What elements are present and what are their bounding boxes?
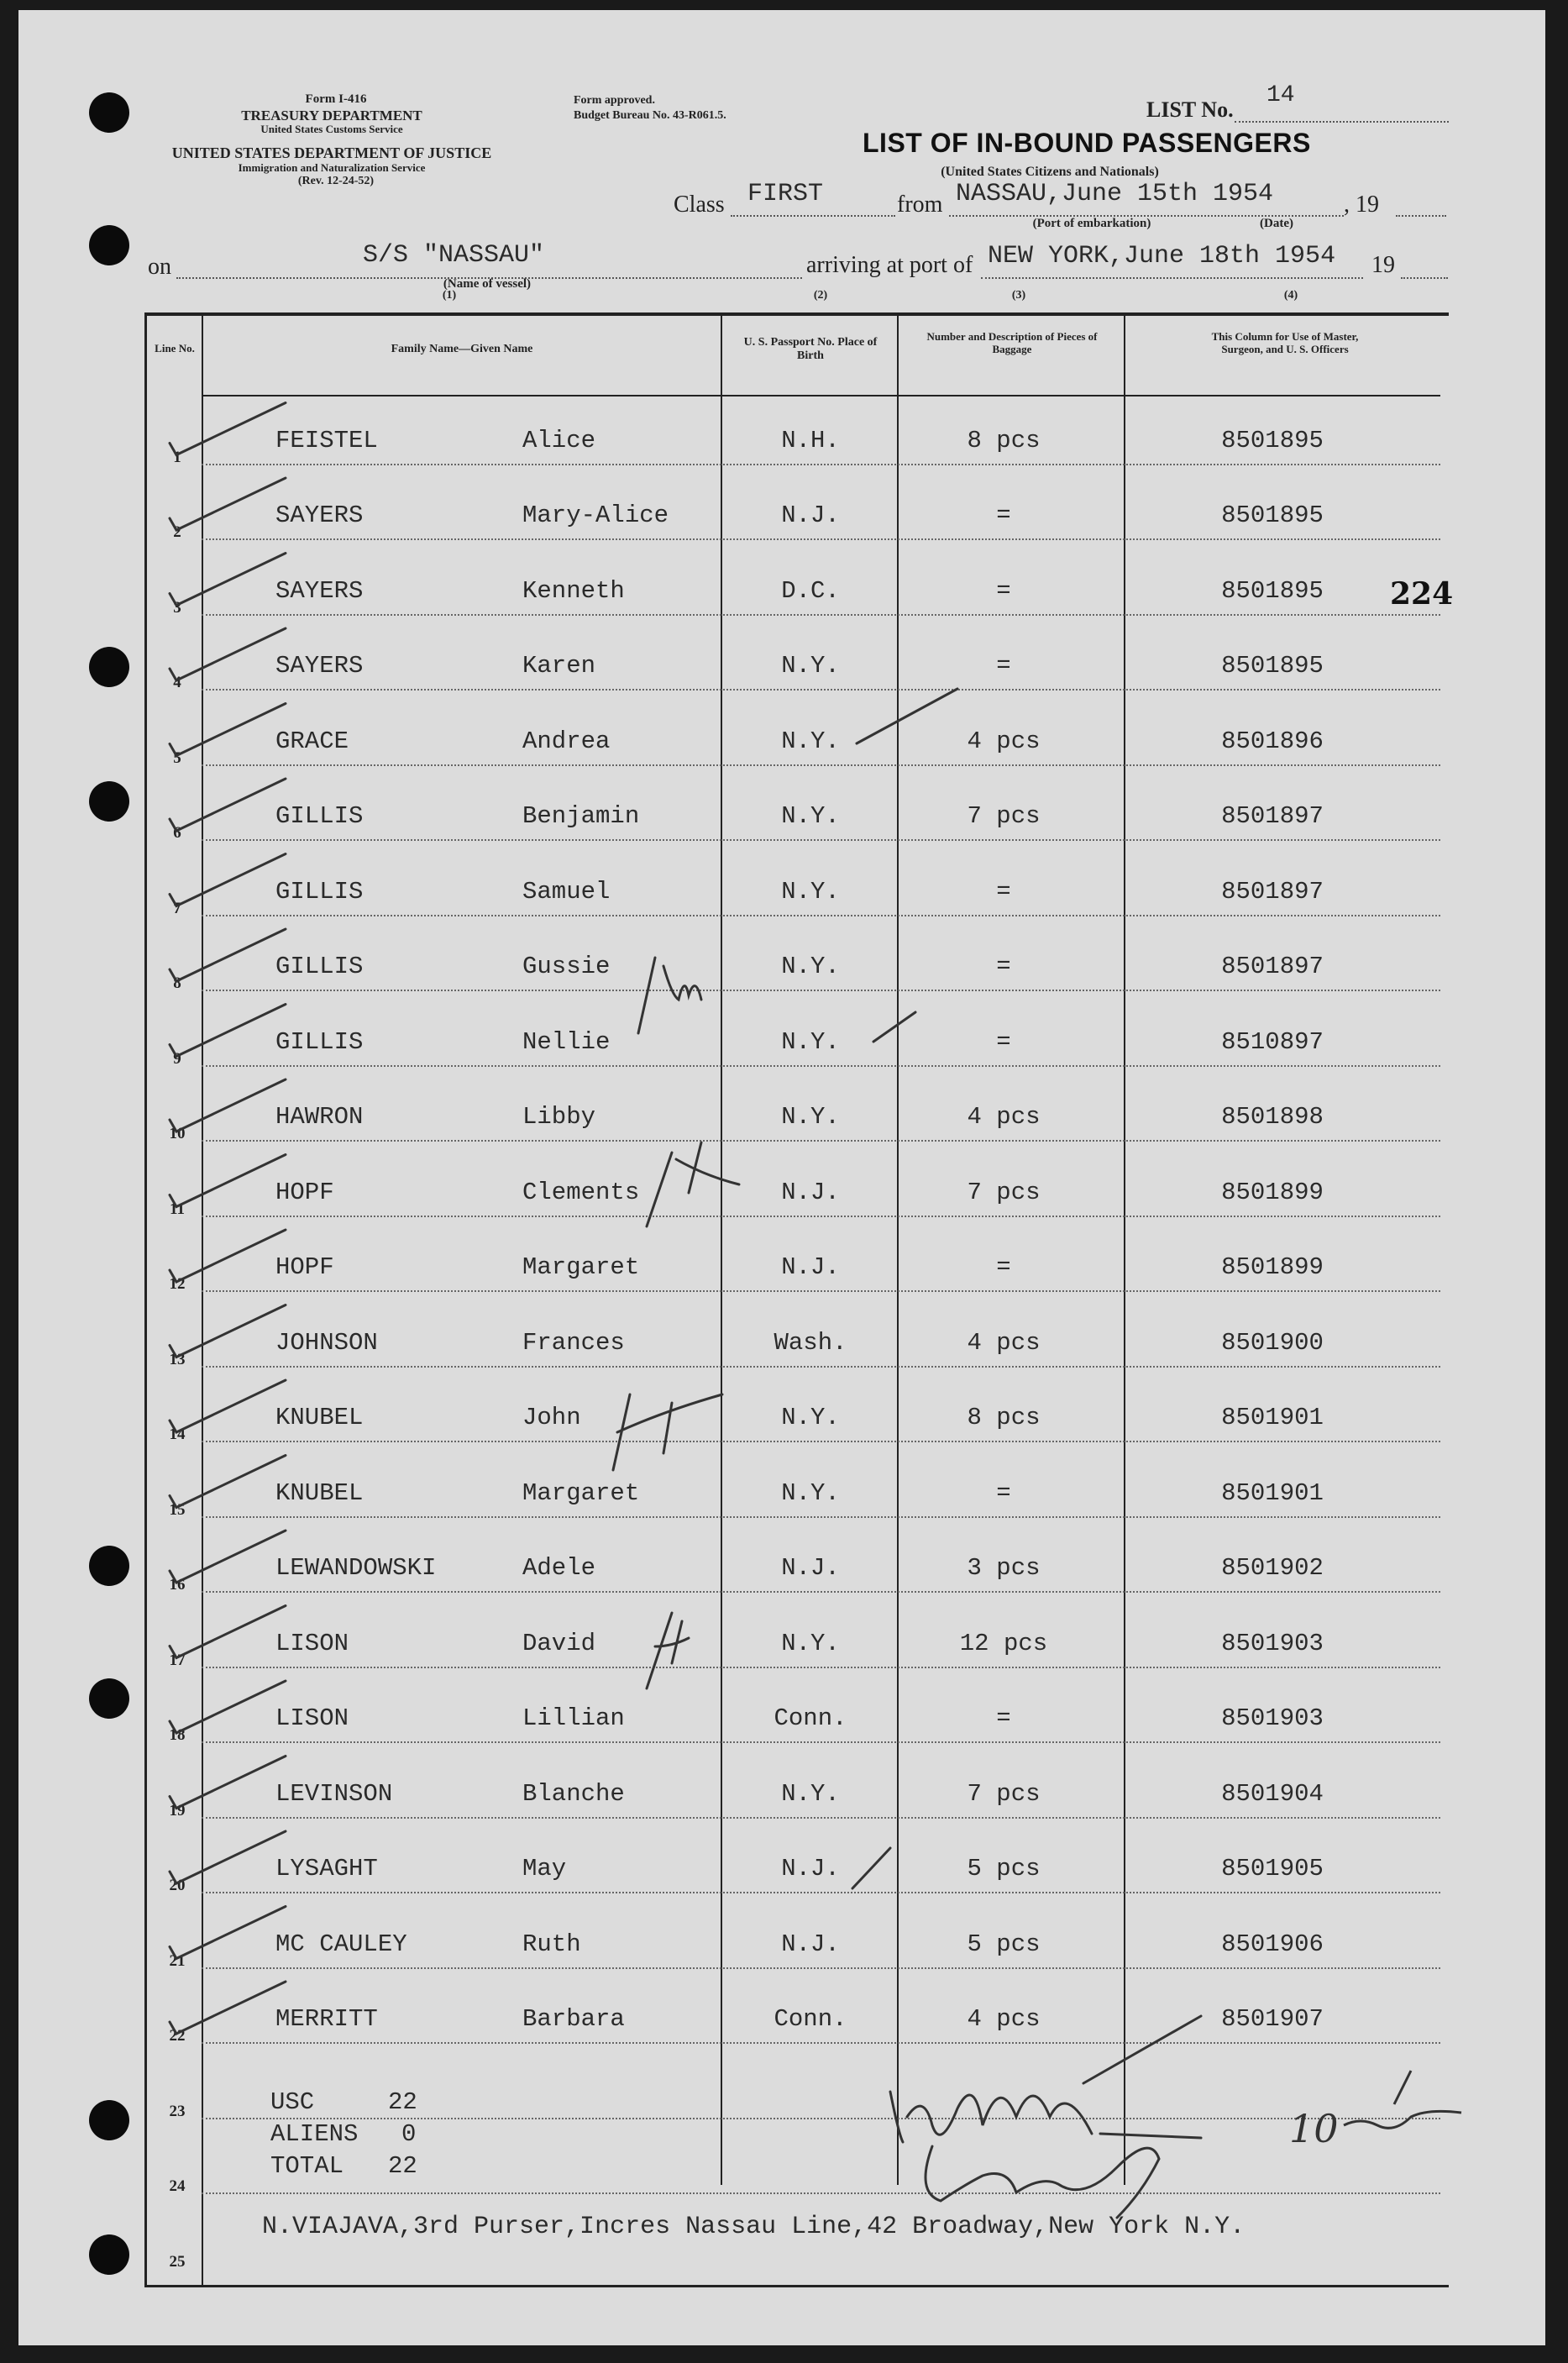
place-of-birth: N.Y. bbox=[781, 727, 840, 755]
line-number: 14 bbox=[169, 1426, 186, 1443]
tick-lysaght bbox=[852, 1848, 890, 1888]
officer-number: 8501895 bbox=[1221, 501, 1324, 529]
col-header-officers: This Column for Use of Master, Surgeon, and U. S. Officers bbox=[1211, 330, 1359, 355]
passenger-family-name: KNUBEL bbox=[275, 1478, 364, 1507]
officer-number: 8501895 bbox=[1221, 652, 1324, 680]
officer-number: 8501899 bbox=[1221, 1178, 1324, 1206]
place-of-birth: N.Y. bbox=[781, 652, 840, 680]
passenger-given-name: Blanche bbox=[522, 1779, 625, 1808]
baggage-count: 4 pcs bbox=[967, 727, 1041, 755]
form-revision: (Rev. 12-24-52) bbox=[297, 175, 375, 187]
passenger-family-name: HAWRON bbox=[275, 1103, 364, 1131]
place-of-birth: N.J. bbox=[781, 1855, 840, 1883]
passenger-given-name: Samuel bbox=[522, 877, 611, 906]
line-number: 24 bbox=[169, 2177, 186, 2195]
passenger-family-name: MC CAULEY bbox=[275, 1930, 407, 1958]
passenger-given-name: Gussie bbox=[522, 953, 611, 980]
summary-aliens-value: 0 bbox=[401, 2120, 417, 2148]
on-label: on bbox=[148, 254, 171, 280]
passenger-family-name: JOHNSON bbox=[275, 1328, 378, 1357]
passenger-given-name: Libby bbox=[522, 1103, 596, 1131]
stamp-number: 224 bbox=[1390, 576, 1454, 612]
year-suffix-2: 19 bbox=[1371, 252, 1395, 278]
baggage-count: = bbox=[996, 877, 1011, 906]
officer-number: 8501905 bbox=[1221, 1855, 1324, 1883]
passenger-given-name: Kenneth bbox=[522, 576, 625, 605]
passenger-family-name: SAYERS bbox=[275, 576, 364, 605]
line-number: 9 bbox=[173, 1049, 181, 1068]
signature-scribble bbox=[926, 2146, 1159, 2218]
officer-number: 8501897 bbox=[1221, 802, 1324, 830]
place-of-birth: N.Y. bbox=[781, 1103, 840, 1131]
passenger-family-name: GILLIS bbox=[275, 802, 364, 830]
from-label: from bbox=[897, 192, 943, 218]
tick-merritt bbox=[1083, 2016, 1201, 2083]
initials-mark bbox=[638, 958, 701, 1033]
budget-bureau: Budget Bureau No. 43-R061.5. bbox=[574, 109, 726, 122]
place-of-birth: N.J. bbox=[781, 501, 840, 529]
place-of-birth: N.Y. bbox=[781, 1027, 840, 1056]
col-num-3: (3) bbox=[1011, 289, 1026, 302]
page-subtitle: (United States Citizens and Nationals) bbox=[941, 165, 1159, 179]
col-header-baggage: Number and Description of Pieces of Baggage bbox=[926, 330, 1098, 355]
line-number: 17 bbox=[169, 1651, 186, 1669]
line-number: 2 bbox=[173, 523, 181, 541]
passenger-family-name: MERRITT bbox=[275, 2005, 378, 2033]
place-of-birth: N.Y. bbox=[781, 802, 840, 830]
col-header-line: Line No. bbox=[155, 342, 195, 354]
initials-mark bbox=[647, 1142, 739, 1226]
passenger-given-name: Clements bbox=[522, 1178, 640, 1206]
passenger-given-name: May bbox=[522, 1855, 567, 1883]
class-value: FIRST bbox=[747, 180, 824, 208]
line-number: 3 bbox=[173, 598, 181, 617]
page-title: LIST OF IN-BOUND PASSENGERS bbox=[863, 128, 1311, 158]
arriving-label: arriving at port of bbox=[806, 252, 973, 278]
line-number: 23 bbox=[169, 2102, 186, 2120]
line-number: 20 bbox=[169, 1877, 186, 1894]
baggage-count: = bbox=[996, 1704, 1011, 1732]
arrival-value: NEW YORK,June 18th 1954 bbox=[988, 242, 1336, 270]
line-number: 10 bbox=[169, 1125, 186, 1142]
baggage-count: 8 pcs bbox=[967, 426, 1041, 454]
col-header-name: Family Name—Given Name bbox=[391, 343, 533, 355]
passenger-family-name: FEISTEL bbox=[275, 426, 378, 454]
baggage-count: 12 pcs bbox=[959, 1629, 1048, 1657]
officer-number: 8501907 bbox=[1221, 2005, 1324, 2033]
officer-number: 8501899 bbox=[1221, 1253, 1324, 1281]
ins-service: Immigration and Naturalization Service bbox=[238, 161, 426, 174]
passenger-family-name: LISON bbox=[275, 1704, 349, 1732]
passenger-given-name: Adele bbox=[522, 1554, 596, 1582]
officer-number: 8501901 bbox=[1221, 1478, 1324, 1507]
initials-mark bbox=[647, 1613, 689, 1688]
officer-number: 8501904 bbox=[1221, 1779, 1324, 1808]
form-number: Form I-416 bbox=[305, 92, 367, 106]
passenger-given-name: David bbox=[522, 1629, 596, 1657]
line-number: 1 bbox=[173, 448, 181, 466]
line-number: 4 bbox=[173, 674, 181, 691]
line-number: 25 bbox=[169, 2252, 186, 2271]
summary-aliens-label: ALIENS bbox=[270, 2120, 359, 2148]
passenger-family-name: GILLIS bbox=[275, 877, 364, 906]
passenger-family-name: GRACE bbox=[275, 727, 349, 755]
purser-signature-line: N.VIAJAVA,3rd Purser,Incres Nassau Line,42 Broadway,New York N.Y. bbox=[262, 2213, 1245, 2241]
summary-usc-value: 22 bbox=[388, 2088, 417, 2116]
passenger-given-name: Margaret bbox=[522, 1478, 640, 1507]
place-of-birth: N.Y. bbox=[781, 1404, 840, 1431]
baggage-count: 4 pcs bbox=[967, 1328, 1041, 1357]
passenger-given-name: Nellie bbox=[522, 1027, 611, 1056]
customs-service: United States Customs Service bbox=[260, 123, 403, 135]
line-number: 7 bbox=[173, 899, 181, 917]
passenger-family-name: LISON bbox=[275, 1629, 349, 1657]
line-number: 18 bbox=[169, 1726, 186, 1744]
baggage-count: = bbox=[996, 1027, 1011, 1056]
place-of-birth: Wash. bbox=[774, 1328, 847, 1357]
officer-number: 8501897 bbox=[1221, 877, 1324, 906]
handwritten-note: 10 bbox=[1289, 2106, 1339, 2151]
line-number: 16 bbox=[169, 1576, 186, 1594]
justice-dept: UNITED STATES DEPARTMENT OF JUSTICE bbox=[171, 144, 492, 161]
officer-number: 8501903 bbox=[1221, 1629, 1324, 1657]
line-number: 8 bbox=[173, 974, 181, 992]
line-number: 15 bbox=[169, 1500, 186, 1519]
passenger-given-name: Andrea bbox=[522, 727, 611, 755]
place-of-birth: N.Y. bbox=[781, 1779, 840, 1808]
passenger-family-name: SAYERS bbox=[275, 501, 364, 529]
officer-number: 8510897 bbox=[1221, 1027, 1324, 1056]
passenger-given-name: Margaret bbox=[522, 1253, 640, 1281]
place-of-birth: N.Y. bbox=[781, 1478, 840, 1507]
place-of-birth: N.J. bbox=[781, 1253, 840, 1281]
signature-underline bbox=[1100, 2134, 1201, 2138]
baggage-count: = bbox=[996, 501, 1011, 529]
baggage-count: = bbox=[996, 1253, 1011, 1281]
year-suffix: , 19 bbox=[1344, 192, 1379, 218]
officer-number: 8501901 bbox=[1221, 1404, 1324, 1431]
line-number: 13 bbox=[169, 1350, 186, 1368]
passenger-given-name: Lillian bbox=[522, 1704, 625, 1732]
check-marks bbox=[170, 403, 286, 2035]
list-no-label: LIST No. bbox=[1146, 97, 1234, 122]
summary-total-label: TOTAL bbox=[270, 2152, 344, 2180]
passenger-family-name: LYSAGHT bbox=[275, 1855, 378, 1883]
line-number: 5 bbox=[173, 748, 181, 767]
from-value: NASSAU,June 15th 1954 bbox=[956, 180, 1274, 208]
officer-number: 8501902 bbox=[1221, 1554, 1324, 1582]
passenger-given-name: Frances bbox=[522, 1328, 625, 1357]
passenger-family-name: SAYERS bbox=[275, 652, 364, 680]
place-of-birth: N.Y. bbox=[781, 877, 840, 906]
tick-nellie bbox=[873, 1012, 915, 1042]
baggage-count: 4 pcs bbox=[967, 2005, 1041, 2033]
place-of-birth: N.Y. bbox=[781, 953, 840, 980]
baggage-count: = bbox=[996, 1478, 1011, 1507]
port-embarkation-caption: (Port of embarkation) bbox=[1032, 217, 1151, 230]
passenger-given-name: John bbox=[522, 1404, 581, 1431]
passenger-family-name: HOPF bbox=[275, 1253, 334, 1281]
line-number: 6 bbox=[173, 824, 181, 842]
officer-number: 8501906 bbox=[1221, 1930, 1324, 1958]
passenger-given-name: Ruth bbox=[522, 1930, 581, 1958]
col-num-2: (2) bbox=[813, 289, 828, 302]
passenger-given-name: Karen bbox=[522, 652, 596, 680]
col-header-passport: U. S. Passport No. Place of Birth bbox=[743, 336, 878, 363]
line-number: 21 bbox=[169, 1951, 186, 1970]
line-number: 22 bbox=[169, 2027, 186, 2045]
place-of-birth: Conn. bbox=[774, 1704, 847, 1732]
place-of-birth: N.J. bbox=[781, 1554, 840, 1582]
baggage-count: 7 pcs bbox=[967, 1779, 1041, 1808]
tick-grace bbox=[857, 689, 957, 743]
list-no-value: 14 bbox=[1266, 82, 1295, 108]
passenger-given-name: Benjamin bbox=[522, 802, 640, 830]
vessel-caption: (Name of vessel) bbox=[443, 277, 532, 291]
passenger-given-name: Mary-Alice bbox=[522, 501, 669, 529]
baggage-count: 3 pcs bbox=[967, 1554, 1041, 1582]
vessel-name: S/S "NASSAU" bbox=[363, 241, 545, 270]
passenger-family-name: LEVINSON bbox=[275, 1779, 393, 1808]
officer-number: 8501896 bbox=[1221, 727, 1324, 755]
officer-number: 8501895 bbox=[1221, 426, 1324, 454]
passenger-given-name: Alice bbox=[522, 426, 596, 454]
baggage-count: 4 pcs bbox=[967, 1103, 1041, 1131]
officer-number: 8501898 bbox=[1221, 1103, 1324, 1131]
officer-number: 8501903 bbox=[1221, 1704, 1324, 1732]
place-of-birth: N.Y. bbox=[781, 1629, 840, 1657]
signature-scribble bbox=[890, 2092, 1092, 2142]
passenger-given-name: Barbara bbox=[522, 2005, 625, 2033]
baggage-count: = bbox=[996, 652, 1011, 680]
treasury-dept: TREASURY DEPARTMENT bbox=[241, 108, 422, 123]
handwritten-note-flourish bbox=[1344, 2071, 1461, 2128]
summary-usc-label: USC bbox=[270, 2088, 315, 2116]
passenger-family-name: HOPF bbox=[275, 1178, 334, 1206]
baggage-count: 5 pcs bbox=[967, 1930, 1041, 1958]
passenger-family-name: KNUBEL bbox=[275, 1404, 364, 1431]
line-number: 19 bbox=[169, 1801, 186, 1820]
baggage-count: 5 pcs bbox=[967, 1855, 1041, 1883]
officer-number: 8501897 bbox=[1221, 953, 1324, 980]
initials-mark bbox=[613, 1394, 722, 1470]
baggage-count: = bbox=[996, 953, 1011, 980]
place-of-birth: N.H. bbox=[781, 426, 840, 454]
place-of-birth: N.J. bbox=[781, 1178, 840, 1206]
line-number: 11 bbox=[170, 1200, 185, 1218]
place-of-birth: Conn. bbox=[774, 2005, 847, 2033]
baggage-count: 7 pcs bbox=[967, 1178, 1041, 1206]
baggage-count: 8 pcs bbox=[967, 1404, 1041, 1431]
baggage-count: = bbox=[996, 576, 1011, 605]
col-num-1: (1) bbox=[442, 289, 457, 302]
passenger-family-name: GILLIS bbox=[275, 1027, 364, 1056]
form-approved: Form approved. bbox=[574, 94, 655, 107]
class-label: Class bbox=[674, 192, 725, 218]
col-num-4: (4) bbox=[1283, 289, 1298, 302]
line-number: 12 bbox=[169, 1275, 186, 1293]
baggage-count: 7 pcs bbox=[967, 802, 1041, 830]
passenger-family-name: LEWANDOWSKI bbox=[275, 1554, 437, 1582]
date-caption: (Date) bbox=[1260, 217, 1293, 230]
place-of-birth: D.C. bbox=[781, 576, 840, 605]
place-of-birth: N.J. bbox=[781, 1930, 840, 1958]
summary-total-value: 22 bbox=[388, 2152, 417, 2180]
officer-number: 8501895 bbox=[1221, 576, 1324, 605]
officer-number: 8501900 bbox=[1221, 1328, 1324, 1357]
passenger-family-name: GILLIS bbox=[275, 953, 364, 980]
